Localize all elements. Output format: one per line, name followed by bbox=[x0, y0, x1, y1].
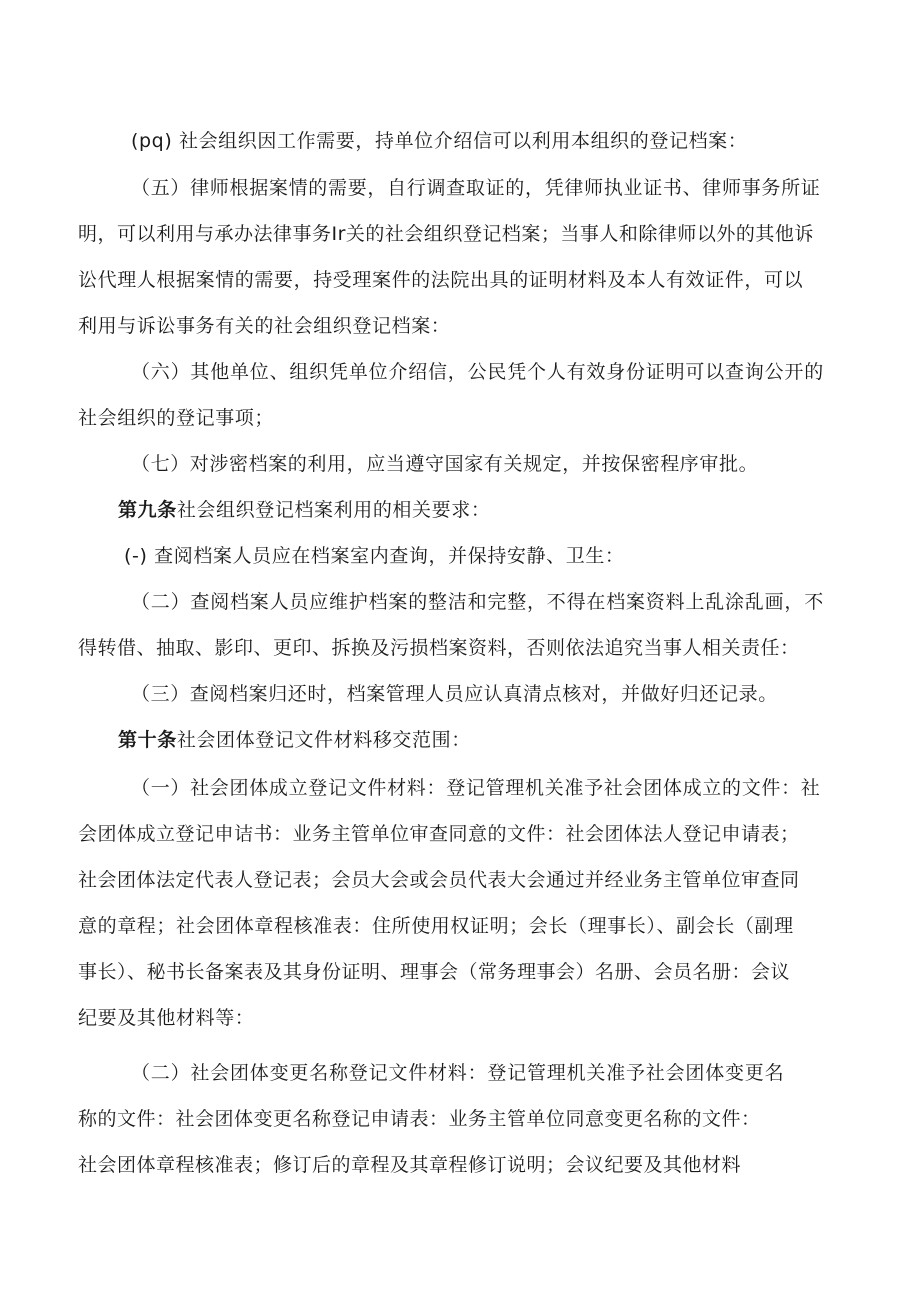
article-title: 社会组织登记档案利用的相关要求： bbox=[176, 499, 491, 521]
paragraph-line: 会团体成立登记申诘书：业务主管单位审查同意的文件：社会团体法人登记申请表； bbox=[78, 823, 800, 845]
paragraph-line: （三）查阅档案归还时，档案管理人员应认真清点核对，并做好归还记录。 bbox=[131, 683, 778, 705]
paragraph-line: （一）社会团体成立登记文件材料：登记管理机关准予社会团体成立的文件：社 bbox=[131, 777, 821, 799]
paragraph-line: （五）律师根据案情的需要，自行调查取证的，凭律师执业证书、律师事务所证 bbox=[131, 177, 821, 199]
paragraph-line: 得转借、抽取、影印、更印、拆换及污损档案资料，否则依法追究当事人相关责任： bbox=[78, 637, 800, 659]
paragraph-line: (-) 查阅档案人员应在档案室内查询，并保持安静、卫生： bbox=[124, 545, 625, 567]
paragraph-line: （六）其他单位、组织凭单位介绍信，公民凭个人有效身份证明可以查询公开的 bbox=[131, 361, 825, 383]
paragraph-line: (pq) 社会组织因工作需要，持单位介绍信可以利用本组织的登记档案： bbox=[131, 130, 748, 152]
paragraph-line: 意的章程；社会团体章程核准表：住所使用权证明；会长（理事长）、副会长（副理 bbox=[78, 915, 794, 937]
paragraph-line: 利用与诉讼事务有关的社会组织登记档案： bbox=[78, 315, 451, 337]
paragraph-line: （七）对涉密档案的利用，应当遵守国家有关规定，并按保密程序审批。 bbox=[131, 453, 759, 475]
paragraph-line: 事长）、秘书长备案表及其身份证明、理事会（常务理事会）名册、会员名册：会议 bbox=[78, 961, 791, 983]
article-number: 第九条 bbox=[118, 499, 177, 521]
article-number: 第十条 bbox=[118, 729, 177, 751]
paragraph-line: （二）查阅档案人员应维护档案的整洁和完整，不得在档案资料上乱涂乱画，不 bbox=[131, 591, 825, 613]
article-heading bbox=[118, 498, 491, 522]
article-heading bbox=[118, 728, 471, 752]
paragraph-line: （二）社会团体变更名称登记文件材料：登记管理机关准予社会团体变更名 bbox=[131, 1062, 785, 1084]
paragraph-line: 明，可以利用与承办法律事务Ir关的社会组织登记档案；当事人和除律师以外的其他诉 bbox=[78, 223, 814, 245]
paragraph-line: 社会团体章程核准表；修订后的章程及其章程修订说明；会议纪要及其他材料 bbox=[78, 1154, 742, 1176]
paragraph-line: 纪要及其他材料等： bbox=[78, 1007, 255, 1029]
paragraph-line: 讼代理人根据案情的需要，持受理案件的法院出具的证明材料及本人有效证件，可以 bbox=[78, 269, 804, 291]
paragraph-line: 社会组织的登记事项； bbox=[78, 407, 275, 429]
paragraph-line: 社会团体法定代表人登记表；会员大会或会员代表大会通过并经业务主管单位审查同 bbox=[78, 869, 800, 891]
paragraph-line: 称的文件：社会团体变更名称登记申请表：业务主管单位同意变更名称的文件： bbox=[78, 1108, 761, 1130]
article-title: 社会团体登记文件材料移交范围： bbox=[176, 729, 471, 751]
